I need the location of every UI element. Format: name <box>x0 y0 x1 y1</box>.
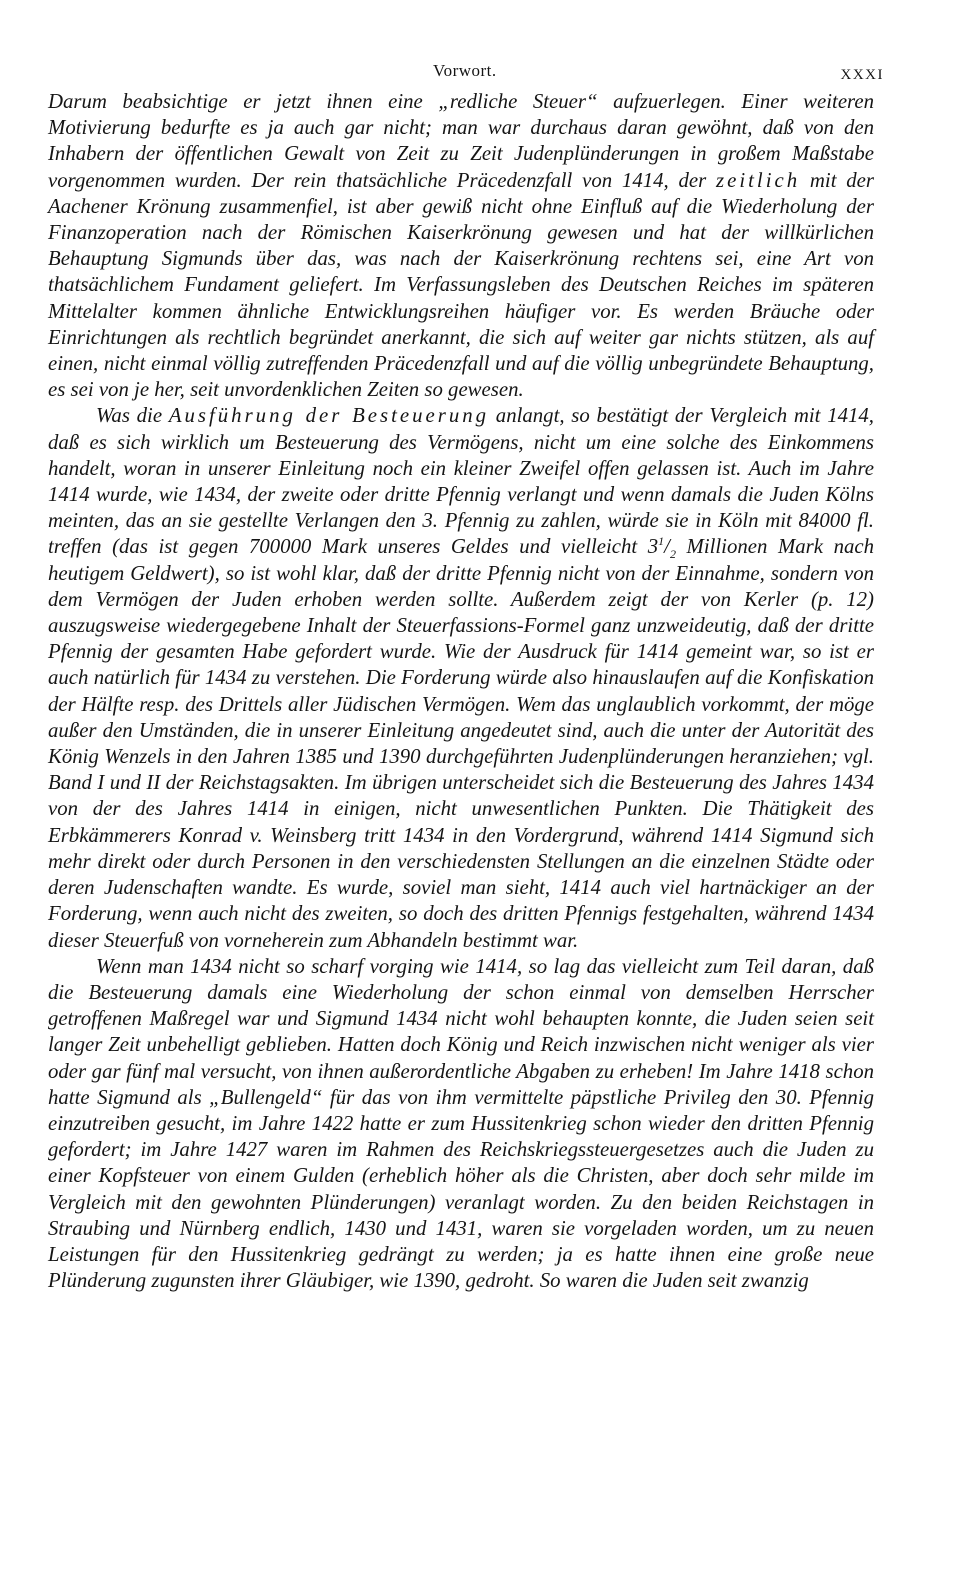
text-span: 2 <box>669 547 676 562</box>
paragraph <box>48 403 874 953</box>
spaced-emphasis: zeitlich <box>716 168 801 192</box>
text-span: 1 <box>658 534 665 549</box>
text-span: Darum beabsichtige er jetzt ihnen eine „redliche Steuer“ aufzuerlegen. Einer weiteren Motivierung bedurfte es ja auch gar nicht; man war durchaus daran gewöhnt, daß von den Inhabern der öffentlichen Gewalt von Zeit zu Zeit Judenplünderungen in großem Maßstabe vorgenommen wurden. Der rein thatsächliche Präcedenzfall von 1414, der <box>48 90 874 192</box>
text-span: Was die <box>96 404 169 428</box>
body-text <box>48 89 874 1294</box>
running-head <box>48 55 884 89</box>
text-span: Millionen Mark nach heutigem Geldwert), so ist wohl klar, daß der dritte Pfennig nicht von der Einnahme, sondern von dem Vermögen der Juden erhoben werden sollte. Außerdem zeigt der von Kerler (p. 12) auszugsweise wiedergegebene Inhalt der Steuerfassions-Formel ganz unzweideutig, daß der dritte Pfennig der gesamten Habe gefordert wurde. Wie der Ausdruck für 1414 gemeint war, so ist er auch natürlich für 1434 zu verstehen. Die Forderung würde also hinauslaufen auf die Konfiskation der Hälfte resp. des Drittels aller Jüdischen Vermögen. Wem das unglaublich vorkommt, der möge außer den Umständen, die in unserer Einleitung angedeutet sind, auch die unter der Autorität des König Wenzels in den Jahren 1385 und 1390 durchgeführten Judenplünderungen heranziehen; vgl. Band I und II der Reichstagsakten. Im übrigen unterscheidet sich die Besteuerung des Jahres 1434 von der des Jahres 1414 in einigen, nicht unwesentlichen Punkten. Die Thätigkeit des Erbkämmerers Konrad v. Weinsberg tritt 1434 in den Vordergrund, während 1414 Sigmund sich mehr direkt oder durch Personen in den verschiedensten Stellungen an die einzelnen Städte oder deren Judenschaften wandte. Es wurde, soviel man sieht, 1414 auch viel hartnäckiger an der Forderung, wenn auch nicht des zweiten, so doch des dritten Pfennigs festgehalten, während 1434 dieser Steuerfuß von vorneherein zum Abhandeln bestimmt war. <box>48 535 874 952</box>
text-span: / <box>664 535 670 559</box>
text-span: mit der Aachener Krönung zusammenfiel, ist aber gewiß nicht ohne Einfluß auf die Wiederholung der Finanzoperation nach der Römischen Kaiserkrönung gewesen und hat der willkürlichen Behauptung Sigmunds über das, was nach der Kaiserkrönung rechtens sei, eine Art von thatsächlichem Fundament geliefert. Im Verfassungsleben des Deutschen Reiches im späteren Mittelalter kommen ähnliche Entwicklungsreihen häufiger vor. Es werden Bräuche oder Einrichtungen als rechtlich begründet anerkannt, die sich auf weiter gar nichts stützen, als auf einen, nicht einmal völlig zutreffenden Präcedenzfall und auf die völlig unbegründete Behauptung, es sei von je her, seit unvordenklichen Zeiten so gewesen. <box>48 168 874 402</box>
running-title: Vorwort. <box>433 61 497 80</box>
paragraph <box>48 89 874 403</box>
spaced-emphasis: Ausführung der Besteuerung <box>168 404 490 428</box>
text-span: Wenn man 1434 nicht so scharf vorging wie 1414, so lag das vielleicht zum Teil daran, daß die Besteuerung damals eine Wiederholung der schon einmal von demselben Herrscher getroffenen Maßregel war und Sigmund 1434 nicht wohl behaupten konnte, die Juden seien seit langer Zeit unbehelligt geblieben. Hatten doch König und Reich inzwischen nicht weniger als vier oder gar fünf mal versucht, von ihnen außerordentliche Abgaben zu erheben! Im Jahre 1418 schon hatte Sigmund als „Bullengeld“ für das von ihm vermittelte päpstliche Privileg den 30. Pfennig einzutreiben gesucht, im Jahre 1422 hatte er zum Hussitenkrieg schon wieder den dritten Pfennig gefordert; im Jahre 1427 waren im Rahmen des Reichskriegssteuergesetzes auch die Juden zu einer Kopfsteuer von einem Gulden (erheblich höher als die Christen, aber doch sehr milde im Vergleich mit den gewohnten Plünderungen) veranlagt worden. Zu den beiden Reichstagen in Straubing und Nürnberg endlich, 1430 und 1431, waren sie vorgeladen worden, um zu neuen Leistungen für den Hussitenkrieg gedrängt zu werden; ja es hatte ihnen eine große neue Plünderung zugunsten ihrer Gläubiger, wie 1390, gedroht. So waren die Juden seit zwanzig <box>48 954 874 1293</box>
paragraph <box>48 954 874 1295</box>
text-span: anlangt, so bestätigt der Vergleich mit 1414, daß es sich wirklich um Besteuerung des Vermögens, nicht um eine solche des Einkommens handelt, woran in unserer Einleitung noch ein kleiner Zweifel offen gelassen ist. Auch im Jahre 1414 wurde, wie 1434, der zweite oder dritte Pfennig verlangt und wenn damals die Juden Kölns meinten, das an sie gestellte Verlangen den 3. Pfennig zu zahlen, würde sie in Köln mit 84000 fl. treffen (das ist gegen 700000 Mark unseres Geldes und vielleicht 3 <box>48 404 874 559</box>
page-number: XXXI <box>840 67 884 83</box>
